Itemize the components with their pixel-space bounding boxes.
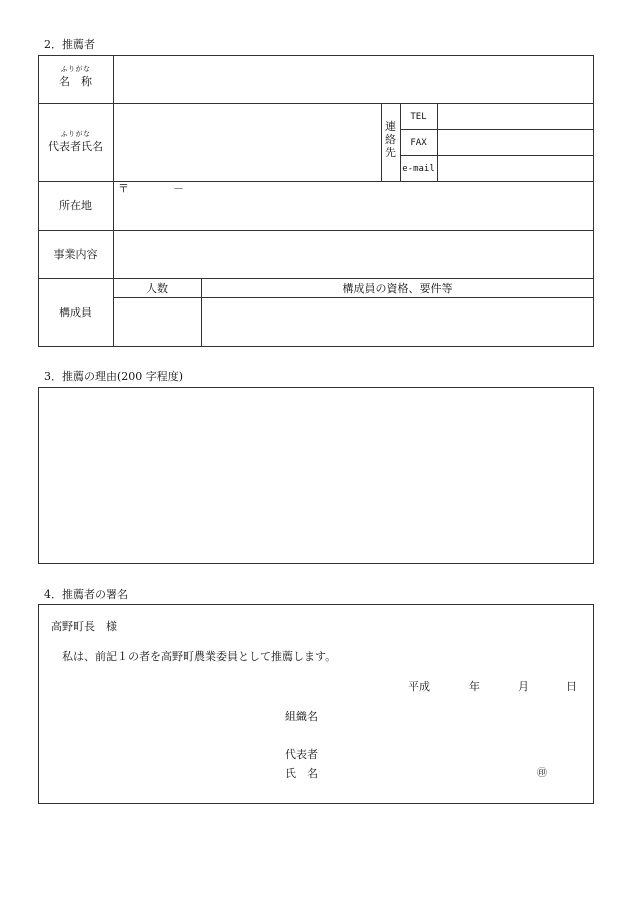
section-2-heading: 2．推薦者 bbox=[44, 38, 95, 51]
month-label: 月 bbox=[518, 680, 529, 693]
year-label: 年 bbox=[469, 680, 480, 693]
rep-label: 代表者氏名 bbox=[48, 140, 103, 153]
tel-label: TEL bbox=[410, 112, 427, 122]
tel-field[interactable] bbox=[438, 104, 593, 128]
rep-label-cell bbox=[38, 129, 113, 154]
fax-label: FAX bbox=[410, 138, 427, 148]
address-field[interactable] bbox=[114, 196, 593, 229]
postal-mark: 〒 － bbox=[118, 182, 184, 195]
org-label: 組織名 bbox=[285, 710, 318, 723]
signer-rep-label: 代表者 bbox=[285, 748, 318, 761]
rep-name-field[interactable] bbox=[114, 104, 380, 180]
members-qual-field[interactable] bbox=[202, 298, 593, 346]
rep-ruby: ふりがな bbox=[60, 130, 91, 138]
business-label: 事業内容 bbox=[53, 248, 98, 261]
members-label: 構成員 bbox=[59, 306, 92, 319]
email-label: e-mail bbox=[402, 164, 435, 174]
statement: 私は、前記１の者を高野町農業委員として推薦します。 bbox=[62, 650, 337, 663]
reason-field[interactable] bbox=[38, 387, 594, 564]
section-3-heading: 3．推薦の理由(200 字程度) bbox=[44, 370, 184, 383]
members-qual-header: 構成員の資格、要件等 bbox=[342, 282, 453, 295]
fax-field[interactable] bbox=[438, 130, 593, 154]
day-label: 日 bbox=[566, 680, 577, 693]
name-field[interactable] bbox=[114, 56, 593, 102]
signer-name-label: 氏 名 bbox=[285, 767, 318, 780]
era-label: 平成 bbox=[408, 680, 430, 693]
address-label: 所在地 bbox=[59, 199, 92, 212]
section-4-heading: 4．推薦者の署名 bbox=[44, 588, 128, 601]
email-field[interactable] bbox=[438, 156, 593, 180]
members-count-header: 人数 bbox=[146, 282, 168, 295]
name-label-cell bbox=[38, 64, 113, 89]
row-divider bbox=[38, 278, 594, 279]
members-count-field[interactable] bbox=[114, 298, 200, 346]
name-ruby: ふりがな bbox=[60, 65, 91, 73]
seal-icon: ㊞ bbox=[537, 768, 547, 779]
name-label: 名 称 bbox=[59, 75, 92, 88]
business-field[interactable] bbox=[114, 231, 593, 277]
addressee: 高野町長 様 bbox=[51, 620, 117, 633]
contact-label: 連 絡 先 bbox=[385, 120, 396, 159]
